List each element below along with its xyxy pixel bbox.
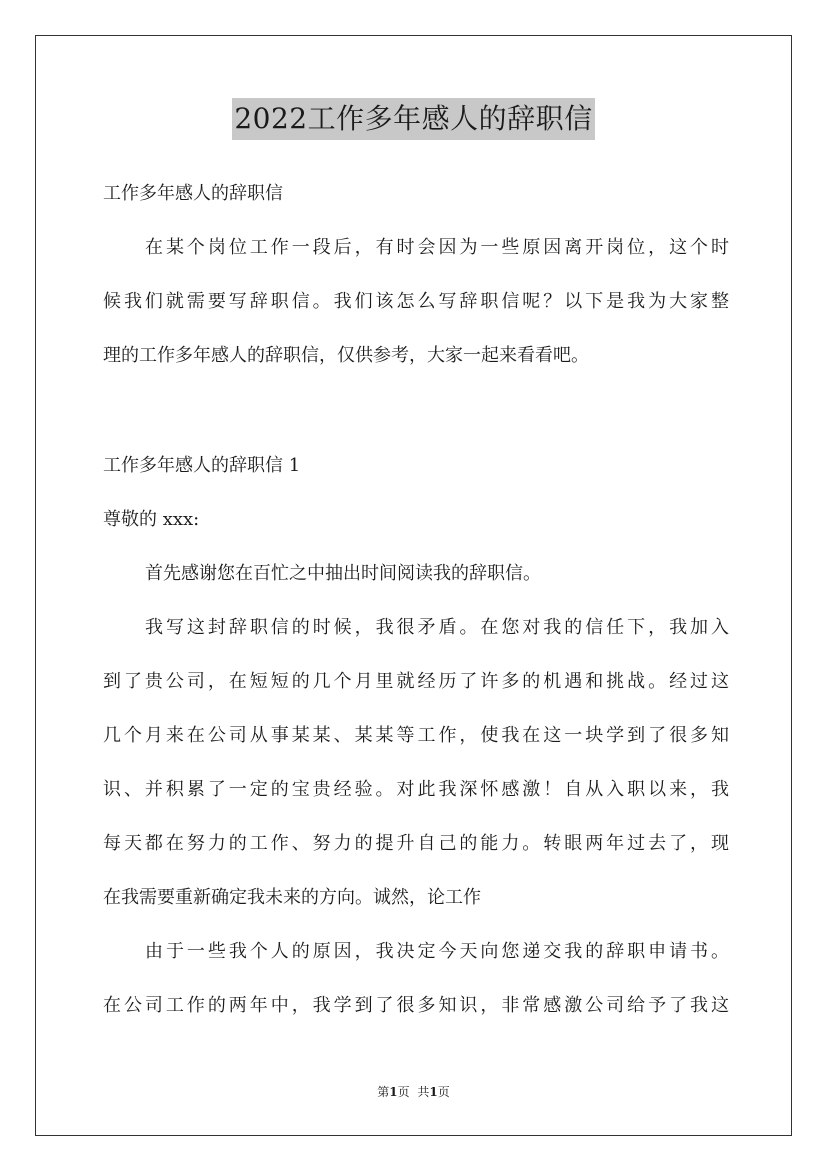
body-p2-line-6: 在我需要重新确定我未来的方向。诚然，论工作 xyxy=(103,887,481,908)
salutation: 尊敬的 xxx: xyxy=(103,509,200,530)
document-title-wrap xyxy=(0,98,827,140)
body-p2-line-2: 到了贵公司，在短短的几个月里就经历了许多的机遇和挑战。经过这 xyxy=(103,671,729,692)
intro-line-3: 理的工作多年感人的辞职信，仅供参考，大家一起来看看吧。 xyxy=(103,345,589,366)
body-p2-line-5: 每天都在努力的工作、努力的提升自己的能力。转眼两年过去了，现 xyxy=(103,833,729,854)
document-title: 2022工作多年感人的辞职信 xyxy=(232,98,594,140)
body-paragraph-1: 首先感谢您在百忙之中抽出时间阅读我的辞职信。 xyxy=(145,563,541,584)
subtitle: 工作多年感人的辞职信 xyxy=(103,183,283,204)
section-heading: 工作多年感人的辞职信 1 xyxy=(103,455,301,476)
footer-total-number: 1 xyxy=(429,1085,438,1099)
footer-total-suffix: 页 xyxy=(437,1085,450,1099)
page-footer xyxy=(0,1084,827,1100)
body-p2-line-1: 我写这封辞职信的时候，我很矛盾。在您对我的信任下，我加入 xyxy=(145,617,729,638)
intro-line-1: 在某个岗位工作一段后，有时会因为一些原因离开岗位，这个时 xyxy=(145,237,729,258)
footer-page-suffix: 页 xyxy=(397,1085,410,1099)
body-p3-line-2: 在公司工作的两年中，我学到了很多知识，非常感激公司给予了我这 xyxy=(103,995,729,1016)
body-p2-line-3: 几个月来在公司从事某某、某某等工作，使我在这一块学到了很多知 xyxy=(103,725,729,746)
body-p3-line-1: 由于一些我个人的原因，我决定今天向您递交我的辞职申请书。 xyxy=(145,941,729,962)
footer-total-prefix: 共 xyxy=(417,1085,430,1099)
footer-page-number: 1 xyxy=(389,1085,398,1099)
footer-page-prefix: 第 xyxy=(377,1085,390,1099)
intro-line-2: 候我们就需要写辞职信。我们该怎么写辞职信呢？以下是我为大家整 xyxy=(103,291,729,312)
body-p2-line-4: 识、并积累了一定的宝贵经验。对此我深怀感激！自从入职以来，我 xyxy=(103,779,729,800)
